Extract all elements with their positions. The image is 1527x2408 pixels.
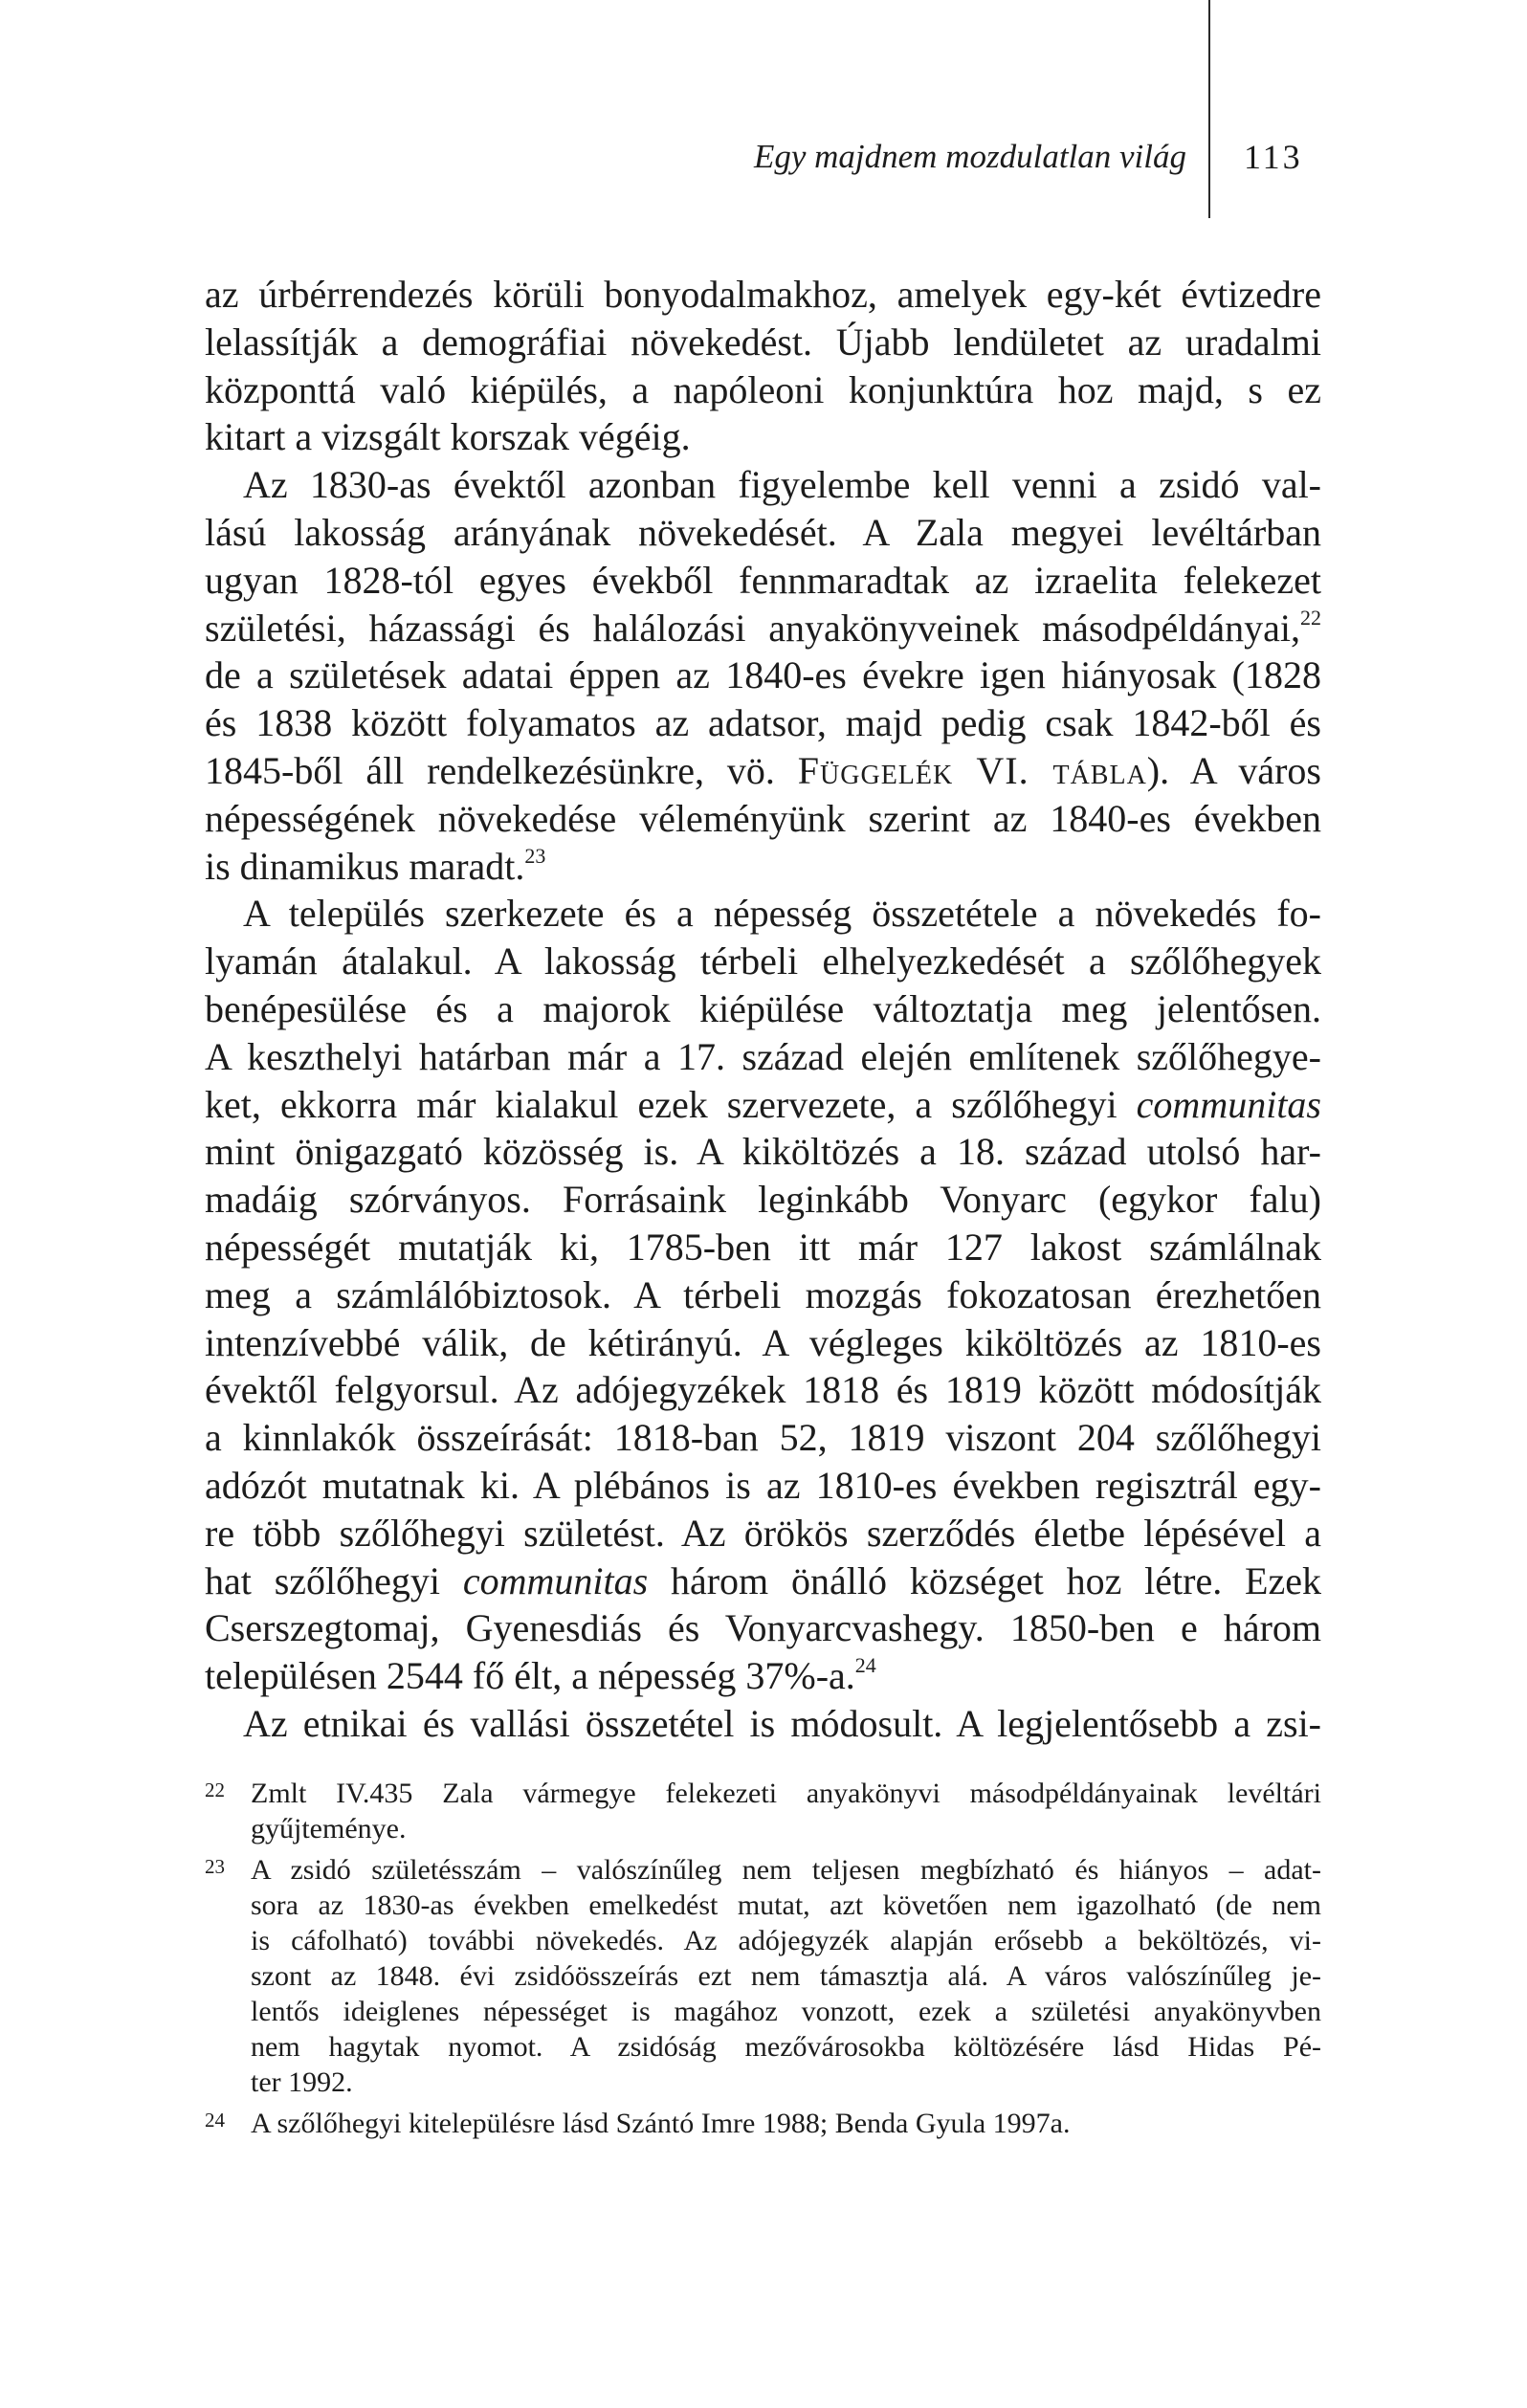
footnotes: [205, 1776, 1321, 2147]
footnote-22: [205, 1776, 1321, 1846]
appendix-reference: Függelék VI. tábla: [797, 748, 1147, 792]
text-line: benépesülése és a majorok kiépülése változtatja meg jelentősen.: [205, 986, 1321, 1030]
text-line: központtá való kiépülés, a napóleoni konjunktúra hoz majd, s ez: [205, 367, 1321, 411]
text-line: de a születések adatai éppen az 1840-es évekre igen hiányosak (1828: [205, 653, 1321, 697]
footnote-number: 24: [205, 2109, 225, 2132]
text-line: [205, 1081, 1321, 1129]
italic-term: communitas: [1136, 1082, 1321, 1126]
footnote-ref-23[interactable]: 23: [524, 843, 546, 868]
text-line: [205, 747, 1321, 795]
text-segment: 1845-ből áll rendelkezésünkre, vö.: [205, 748, 798, 792]
text-line: mint önigazgató közösség is. A kiköltözés a 18. század utolsó har-: [205, 1130, 1321, 1174]
text-line: madáig szórványos. Forrásaink leginkább Vonyarc (egykor falu): [205, 1178, 1321, 1222]
footnote-24: [205, 2106, 1321, 2141]
running-head-title: Egy majdnem mozdulatlan világ: [753, 138, 1186, 175]
text-line: évektől felgyorsul. Az adójegyzékek 1818 és 1819 között módosítják: [205, 1368, 1321, 1412]
text-line: adózót mutatnak ki. A plébános is az 1810-es években regisztrál egy-: [205, 1463, 1321, 1507]
footnote-line: A szőlőhegyi kitelepülésre lásd Szántó Imre 1988; Benda Gyula 1997a.: [251, 2108, 1071, 2139]
footnote-line: gyűjteménye.: [251, 1813, 407, 1845]
text-line: re több szőlőhegyi születést. Az örökös szerződés életbe lépésével a: [205, 1511, 1321, 1555]
text-line: [205, 843, 1321, 891]
footnote-line: nem hagytak nyomot. A zsidóság mezővárosokba költözésére lásd Hidas Pé-: [251, 2031, 1321, 2063]
footnote-line: is cáfolható) további növekedés. Az adójegyzék alapján erősebb a beköltözés, vi-: [251, 1925, 1321, 1956]
text-segment: születési, házassági és halálozási anyakönyveinek másodpéldányai,: [205, 606, 1300, 650]
text-segment: hat szőlőhegyi: [205, 1558, 463, 1602]
text-line: népességét mutatják ki, 1785-ben itt már 127 lakost számlálnak: [205, 1225, 1321, 1269]
footnote-line: szont az 1848. évi zsidóösszeírás ezt nem támasztja alá. A város valószínűleg je-: [251, 1960, 1321, 1992]
footnote-line: A zsidó születésszám – valószínűleg nem teljesen megbízható és hiányos – adat-: [251, 1854, 1321, 1886]
text-line: intenzívebbé válik, de kétirányú. A végleges kiköltözés az 1810-es: [205, 1320, 1321, 1364]
text-line: Az etnikai és vallási összetétel is módosult. A legjelentősebb a zsi-: [243, 1701, 1321, 1745]
main-text: [205, 271, 1321, 1748]
text-line: és 1838 között folyamatos az adatsor, majd pedig csak 1842-ből és: [205, 701, 1321, 745]
text-line: [205, 1652, 1321, 1700]
text-line: az úrbérrendezés körüli bonyodalmakhoz, amelyek egy-két évtizedre: [205, 273, 1321, 316]
header-vertical-rule: [1208, 0, 1210, 218]
footnote-ref-22[interactable]: 22: [1300, 605, 1321, 630]
footnote-line: ter 1992.: [251, 2066, 353, 2098]
text-line: a kinnlakók összeírását: 1818-ban 52, 1819 viszont 204 szőlőhegyi: [205, 1416, 1321, 1460]
text-segment: ). A város: [1146, 748, 1321, 792]
text-line: Cserszegtomaj, Gyenesdiás és Vonyarcvashegy. 1850-ben e három: [205, 1606, 1321, 1650]
italic-term: communitas: [462, 1558, 649, 1602]
footnote-line: Zmlt IV.435 Zala vármegye felekezeti anyakönyvi másodpéldányainak levéltári: [251, 1778, 1321, 1809]
page-number: 113: [1244, 138, 1303, 176]
text-line: lyamán átalakul. A lakosság térbeli elhelyezkedését a szőlőhegyek: [205, 939, 1321, 983]
text-segment: ket, ekkorra már kialakul ezek szervezete, a szőlőhegyi: [205, 1082, 1137, 1126]
text-line: [205, 605, 1321, 652]
text-line: A település szerkezete és a népesség összetétele a növekedés fo-: [243, 892, 1321, 936]
footnote-number: 22: [205, 1778, 225, 1801]
text-line: Az 1830-as évektől azonban figyelembe kell venni a zsidó val-: [243, 463, 1321, 507]
text-segment: településen 2544 fő élt, a népesség 37%-a.: [205, 1654, 855, 1698]
text-line: ugyan 1828-tól egyes évekből fennmaradtak az izraelita felekezet: [205, 558, 1321, 602]
text-line: népességének növekedése véleményünk szerint az 1840-es években: [205, 796, 1321, 840]
footnote-number: 23: [205, 1855, 225, 1878]
footnote-23: [205, 1852, 1321, 2100]
text-line: [205, 1557, 1321, 1605]
text-line: lású lakosság arányának növekedését. A Zala megyei levéltárban: [205, 510, 1321, 554]
text-line: lelassítják a demográfiai növekedést. Újabb lendületet az uradalmi: [205, 320, 1321, 364]
text-segment: három önálló községet hoz létre. Ezek: [648, 1558, 1321, 1602]
footnote-line: sora az 1830-as években emelkedést mutat, azt követően nem igazolható (de nem: [251, 1889, 1321, 1921]
text-line: A keszthelyi határban már a 17. század elején említenek szőlőhegye-: [205, 1034, 1321, 1078]
text-segment: is dinamikus maradt.: [205, 844, 525, 888]
text-line: meg a számlálóbiztosok. A térbeli mozgás fokozatosan érezhetően: [205, 1272, 1321, 1316]
text-line: kitart a vizsgált korszak végéig.: [205, 415, 691, 459]
footnote-line: lentős ideiglenes népességet is magához vonzott, ezek a születési anyakönyvben: [251, 1996, 1321, 2027]
footnote-ref-24[interactable]: 24: [854, 1653, 876, 1678]
